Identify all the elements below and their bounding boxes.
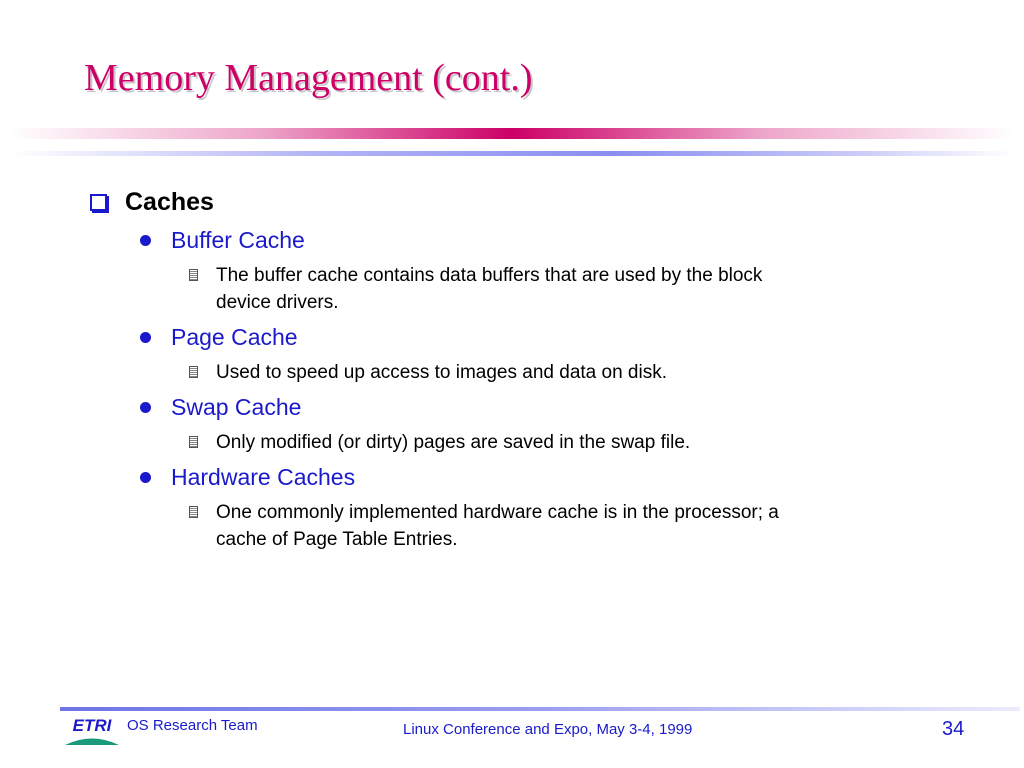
bullet-hardware-caches (140, 464, 355, 491)
topic-label: Caches (125, 188, 214, 216)
detail-page-cache (189, 359, 909, 386)
bullet-dot-icon (140, 472, 151, 483)
bullet-heading: Hardware Caches (171, 464, 356, 490)
etri-logo (62, 716, 122, 746)
detail-line: device drivers. (216, 292, 339, 313)
detail-line: cache of Page Table Entries. (216, 529, 458, 550)
bullet-dot-icon (140, 332, 151, 343)
bullet-heading: Swap Cache (171, 394, 302, 420)
checkbox-bullet-icon (90, 194, 107, 211)
page-bullet-icon (189, 506, 198, 518)
footer-team: OS Research Team (127, 717, 258, 734)
bullet-page-cache (140, 324, 298, 351)
footer-divider (60, 707, 1020, 711)
detail-line: The buffer cache contains data buffers that are used by the block (216, 265, 763, 286)
detail-buffer-cache (189, 262, 909, 316)
bullet-dot-icon (140, 235, 151, 246)
bullet-buffer-cache (140, 227, 305, 254)
bullet-heading: Page Cache (171, 324, 298, 350)
topic-caches (90, 188, 214, 217)
bullet-swap-cache (140, 394, 301, 421)
detail-hardware-caches (189, 499, 909, 553)
logo-text: ETRI (72, 716, 112, 735)
title-divider-pink (10, 128, 1014, 139)
bullet-dot-icon (140, 402, 151, 413)
page-bullet-icon (189, 269, 198, 281)
detail-line: Only modified (or dirty) pages are saved in the swap file. (216, 432, 691, 453)
footer-event: Linux Conference and Expo, May 3-4, 1999 (403, 721, 693, 738)
detail-swap-cache (189, 429, 909, 456)
detail-line: One commonly implemented hardware cache is in the processor; a (216, 502, 779, 523)
page-bullet-icon (189, 366, 198, 378)
page-number: 34 (942, 718, 965, 740)
slide-title: Memory Management (cont.) (84, 57, 533, 99)
title-divider-blue (10, 151, 1014, 156)
detail-line: Used to speed up access to images and data on disk. (216, 362, 667, 383)
page-bullet-icon (189, 436, 198, 448)
bullet-heading: Buffer Cache (171, 227, 305, 253)
